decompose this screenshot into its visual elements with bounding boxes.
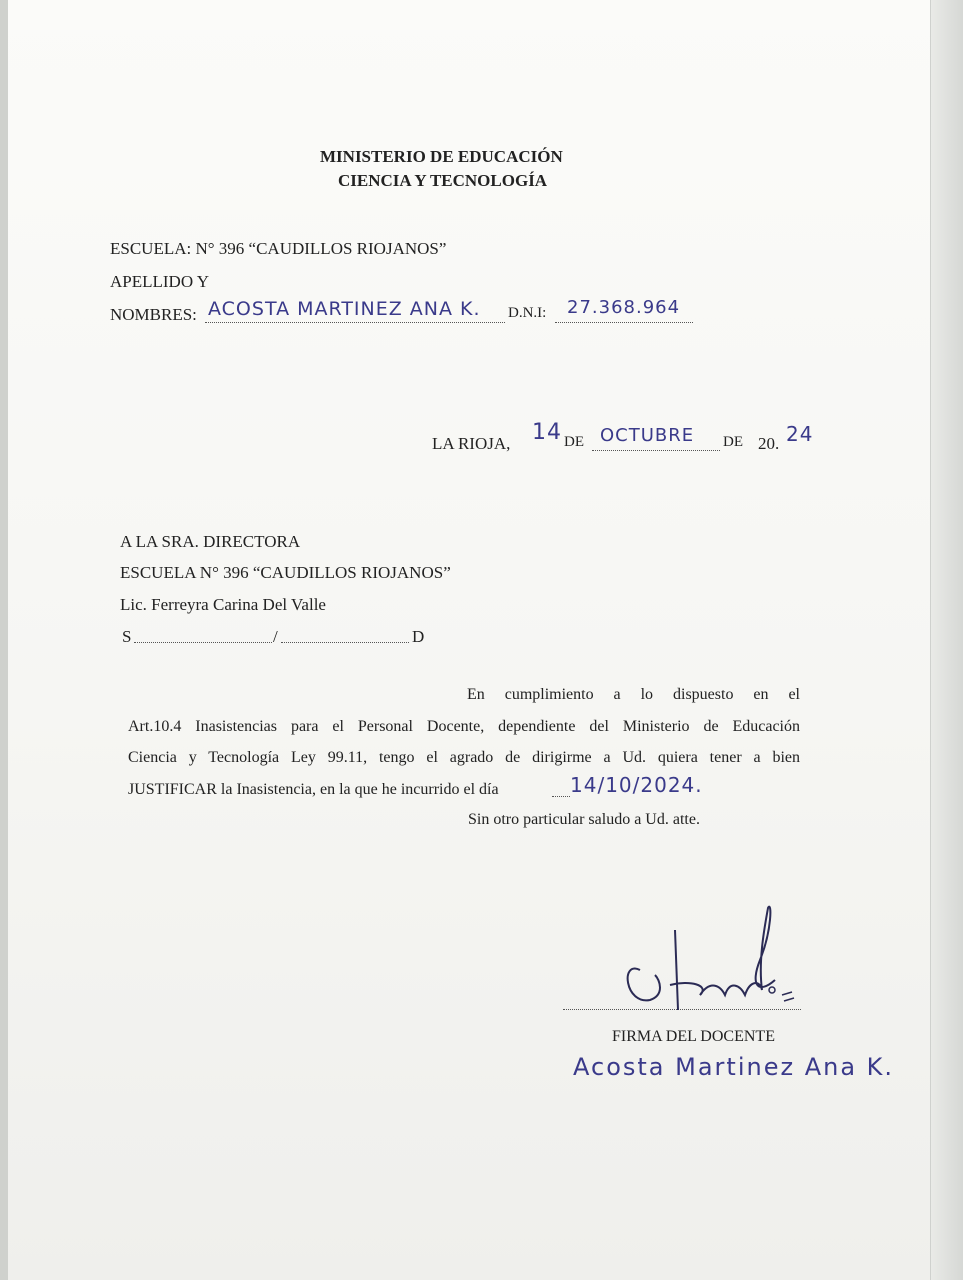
dni-label: D.N.I: [508,305,547,321]
dni-handwritten: 27.368.964 [567,297,681,318]
date-year-handwritten: 24 [786,422,814,446]
signature-label: FIRMA DEL DOCENTE [612,1028,775,1045]
addressee-name: Lic. Ferreyra Carina Del Valle [120,595,326,614]
s-label: S [122,627,132,646]
date-month-handwritten: OCTUBRE [600,425,695,446]
justify-date-dotted-line [552,796,570,797]
body-line-3: Ciencia y Tecnología Ley 99.11, tengo el agrado de dirigirme a Ud. quiera tener a bien [128,749,800,766]
paper-edge-right [930,0,963,1280]
handwritten-signature [600,900,810,1030]
date-place: LA RIOJA, [432,434,511,453]
date-year-prefix: 20. [758,434,780,453]
body-line-4: JUSTIFICAR la Inasistencia, en la que he incurrido el día [128,781,499,798]
sd-dotted-line-1 [134,642,272,643]
header-ministry: MINISTERIO DE EDUCACIÓN [320,147,563,166]
dni-dotted-line [555,322,693,323]
body-line-2: Art.10.4 Inasistencias para el Personal Docente, dependiente del Ministerio de Educación [128,718,800,735]
document-page [8,0,956,1280]
closing-line: Sin otro particular saludo a Ud. atte. [468,811,700,828]
date-de-2: DE [723,434,743,450]
justify-date-handwritten: 14/10/2024. [570,773,703,797]
sd-dotted-line-2 [281,642,409,643]
sd-slash: / [273,627,278,646]
addressee-directora: A LA SRA. DIRECTORA [120,532,301,551]
d-label: D [412,627,425,646]
school-line: ESCUELA: N° 396 “CAUDILLOS RIOJANOS” [110,239,447,258]
date-day-handwritten: 14 [532,420,562,445]
date-de-1: DE [564,434,584,450]
body-line-1: En cumplimiento a lo dispuesto en el [467,686,800,703]
nombres-dotted-line [205,322,505,323]
nombres-label: NOMBRES: [110,305,197,324]
nombres-handwritten: ACOSTA MARTINEZ ANA K. [208,298,481,320]
signature-name-handwritten: Acosta Martinez Ana K. [573,1053,895,1081]
addressee-school: ESCUELA N° 396 “CAUDILLOS RIOJANOS” [120,563,451,582]
header-science: CIENCIA Y TECNOLOGÍA [338,171,548,190]
paper-shadow-left [0,0,8,1280]
apellido-label: APELLIDO Y [110,272,209,291]
month-dotted-line [592,450,720,451]
